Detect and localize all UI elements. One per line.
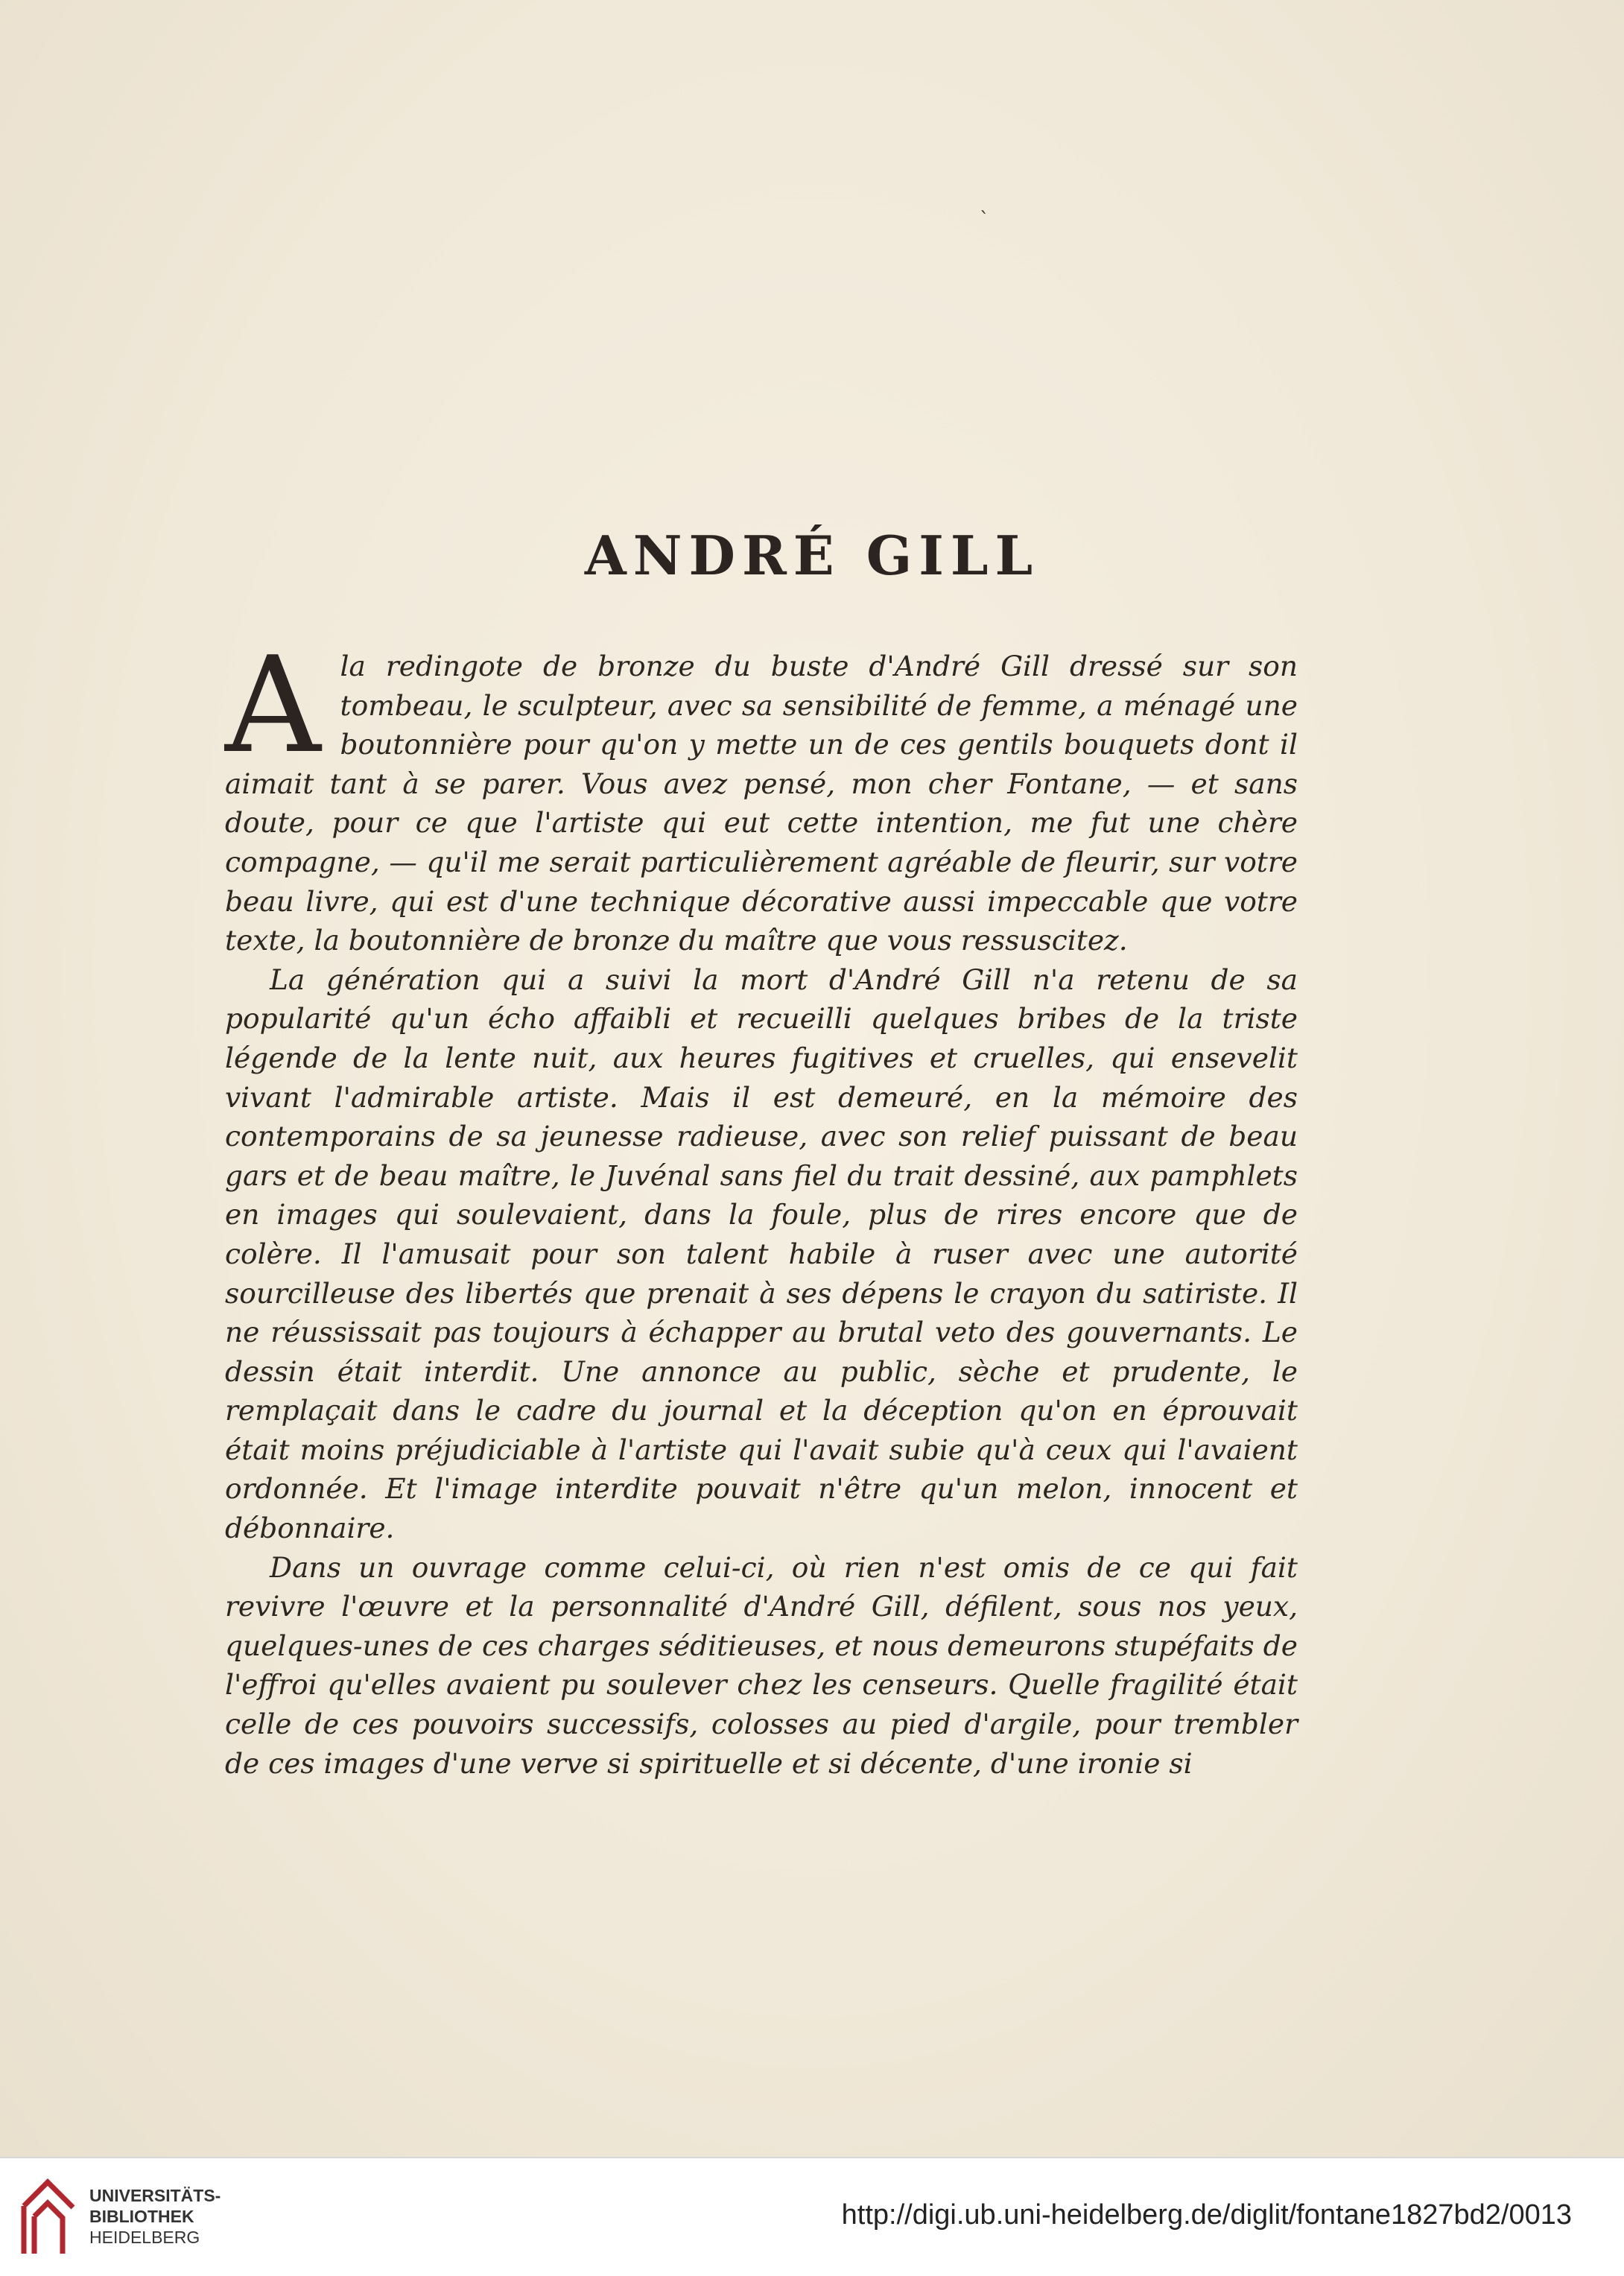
library-name [89, 2185, 221, 2248]
paragraph-1-text: la redingote de bronze du buste d'André Gill dressé sur son tombeau, le sculpteur, avec sa sensibilité de femme, a ménagé une boutonnière pour qu'on y mette un de ces gentils bouquets dont il aimait tant à se parer. Vous avez pensé, mon cher Fontane, — et sans doute, pour ce que l'artiste qui eut cette intention, me fut une chère compagne, — qu'il me serait particulièrement agréable de fleurir, sur votre beau livre, qui est d'une technique décorative aussi impeccable que votre texte, la boutonnière de bronze du maître que vous ressuscitez. [225, 650, 1298, 957]
body-text [225, 628, 1298, 1783]
paragraph-2: La génération qui a suivi la mort d'André Gill n'a retenu de sa popularité qu'un écho affaibli et recueilli quelques bribes de la triste légende de la lente nuit, aux heures fugitives et cruelles, qui ensevelit vivant l'admirable artiste. Mais il est demeuré, en la mémoire des contemporains de sa jeunesse radieuse, avec son relief puissant de beau gars et de beau maître, le Juvénal sans fiel du trait dessiné, aux pamphlets en images qui soulevaient, dans la foule, plus de rires encore que de colère. Il l'amusait pour son talent habile à ruser avec une autorité sourcilleuse des libertés que prenait à ses dépens le crayon du satiriste. Il ne réussissait pas toujours à échapper au brutal veto des gouvernants. Le dessin était interdit. Une annonce au public, sèche et prudente, le remplaçait dans le cadre du journal et la déception qu'on en éprouvait était moins préjudiciable à l'artiste qui l'avait subie qu'à ceux qui l'avaient ordonnée. Et l'image interdite pouvait n'être qu'un melon, innocent et débonnaire. [225, 963, 1298, 1545]
permalink-url[interactable]: http://digi.ub.uni-heidelberg.de/diglit/fontane1827bd2/0013 [841, 2199, 1572, 2231]
library-name-line-1: UNIVERSITÄTS- [89, 2186, 221, 2205]
paragraph-1 [225, 628, 1298, 960]
library-name-line-2: BIBLIOTHEK [89, 2207, 194, 2226]
page-title: ANDRÉ GILL [584, 524, 1040, 588]
digitization-footer [0, 2157, 1624, 2276]
page-mark: ` [980, 209, 989, 231]
drop-cap: A [225, 628, 321, 782]
paragraph-3: Dans un ouvrage comme celui-ci, où rien n'est omis de ce qui fait revivre l'œuvre et la personnalité d'André Gill, défilent, sous nos yeux, quelques-unes de ces charges séditieuses, et nous demeurons stupéfaits de l'effroi qu'elles avaient pu soulever chez les censeurs. Quelle fragilité était celle de ces pouvoirs successifs, colosses au pied d'argile, pour trembler de ces images d'une verve si spirituelle et si décente, d'une ironie si [225, 1550, 1298, 1780]
heidelberg-library-logo-icon[interactable] [18, 2176, 79, 2260]
library-name-line-3: HEIDELBERG [89, 2228, 200, 2247]
